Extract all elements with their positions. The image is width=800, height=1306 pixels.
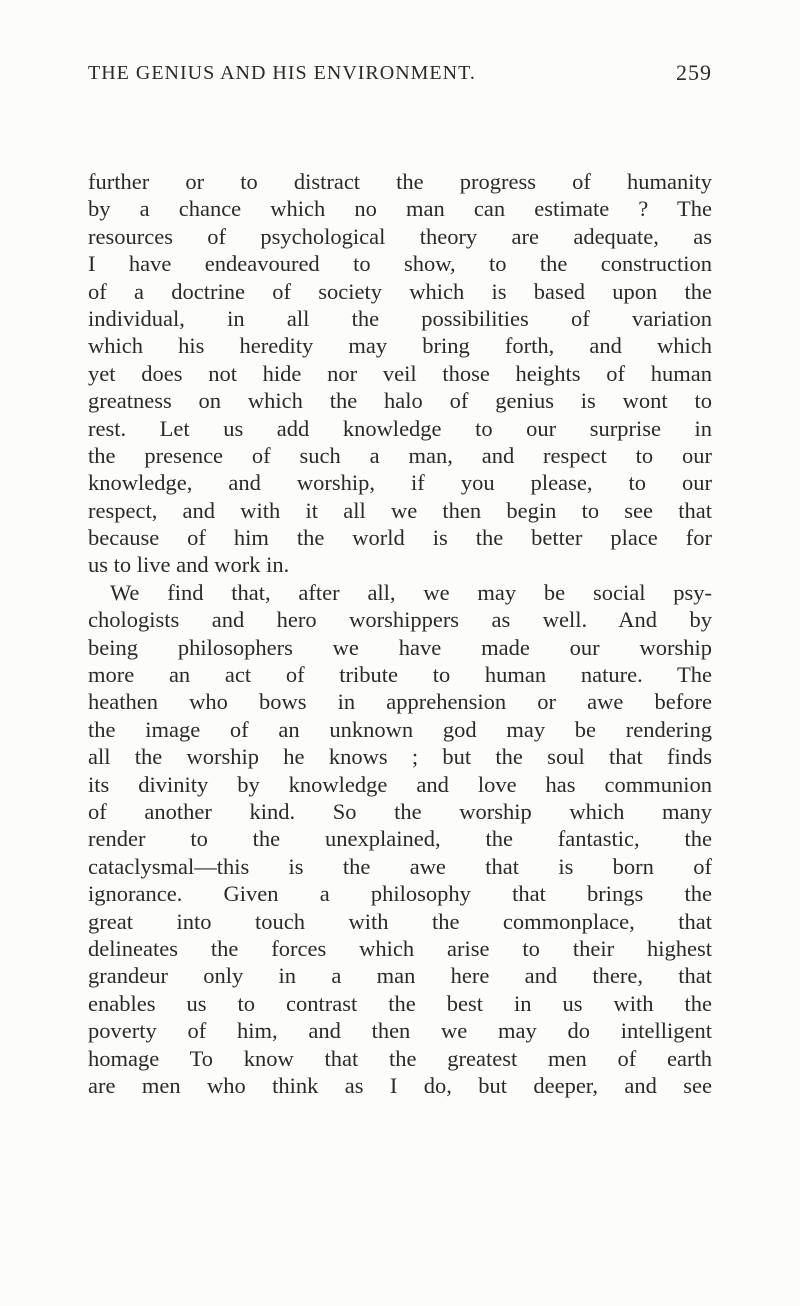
text-line: enables us to contrast the best in us with the	[88, 990, 712, 1016]
text-line: by a chance which no man can estimate ? The	[88, 196, 712, 222]
text-line: resources of psychological theory are adequate, as	[88, 223, 712, 249]
page-body	[88, 168, 712, 1099]
text-line: cataclysmal—this is the awe that is born of	[88, 853, 712, 879]
text-line: respect, and with it all we then begin to see that	[88, 497, 712, 523]
text-line: are men who think as I do, but deeper, and see	[88, 1072, 712, 1098]
text-line: the image of an unknown god may be rendering	[88, 716, 712, 742]
text-line: of another kind. So the worship which many	[88, 798, 712, 824]
text-line: ignorance. Given a philosophy that brings the	[88, 881, 712, 907]
text-line: being philosophers we have made our worship	[88, 634, 712, 660]
text-line: homage To know that the greatest men of earth	[88, 1045, 712, 1071]
text-line: We find that, after all, we may be social psy-	[110, 579, 712, 605]
text-line: us to live and work in.	[88, 552, 290, 578]
text-line: because of him the world is the better place for	[88, 525, 712, 551]
page-number: 259	[676, 60, 712, 85]
text-line: grandeur only in a man here and there, that	[88, 963, 712, 989]
text-line: the presence of such a man, and respect to our	[88, 442, 712, 468]
text-line: greatness on which the halo of genius is wont to	[88, 388, 712, 414]
text-line: render to the unexplained, the fantastic, the	[88, 826, 712, 852]
text-line: heathen who bows in apprehension or awe before	[88, 689, 712, 715]
text-line: further or to distract the progress of humanity	[88, 169, 712, 194]
text-line: rest. Let us add knowledge to our surprise in	[88, 415, 712, 441]
text-line: individual, in all the possibilities of variation	[88, 305, 712, 331]
text-line: yet does not hide nor veil those heights of human	[88, 360, 712, 386]
running-header	[88, 62, 712, 92]
text-line: its divinity by knowledge and love has communion	[88, 771, 712, 797]
running-title: THE GENIUS AND HIS ENVIRONMENT.	[88, 62, 476, 84]
text-line: knowledge, and worship, if you please, to our	[88, 470, 712, 496]
text-line: of a doctrine of society which is based upon the	[88, 278, 712, 304]
text-line: more an act of tribute to human nature. The	[88, 662, 712, 688]
text-line: great into touch with the commonplace, that	[88, 908, 712, 934]
text-line: I have endeavoured to show, to the construction	[88, 251, 712, 277]
text-line: delineates the forces which arise to their highest	[88, 935, 712, 961]
text-line: poverty of him, and then we may do intelligent	[88, 1018, 712, 1044]
text-line: chologists and hero worshippers as well. And by	[88, 607, 712, 633]
text-line: which his heredity may bring forth, and which	[88, 333, 712, 359]
text-line: all the worship he knows ; but the soul that finds	[88, 744, 712, 770]
